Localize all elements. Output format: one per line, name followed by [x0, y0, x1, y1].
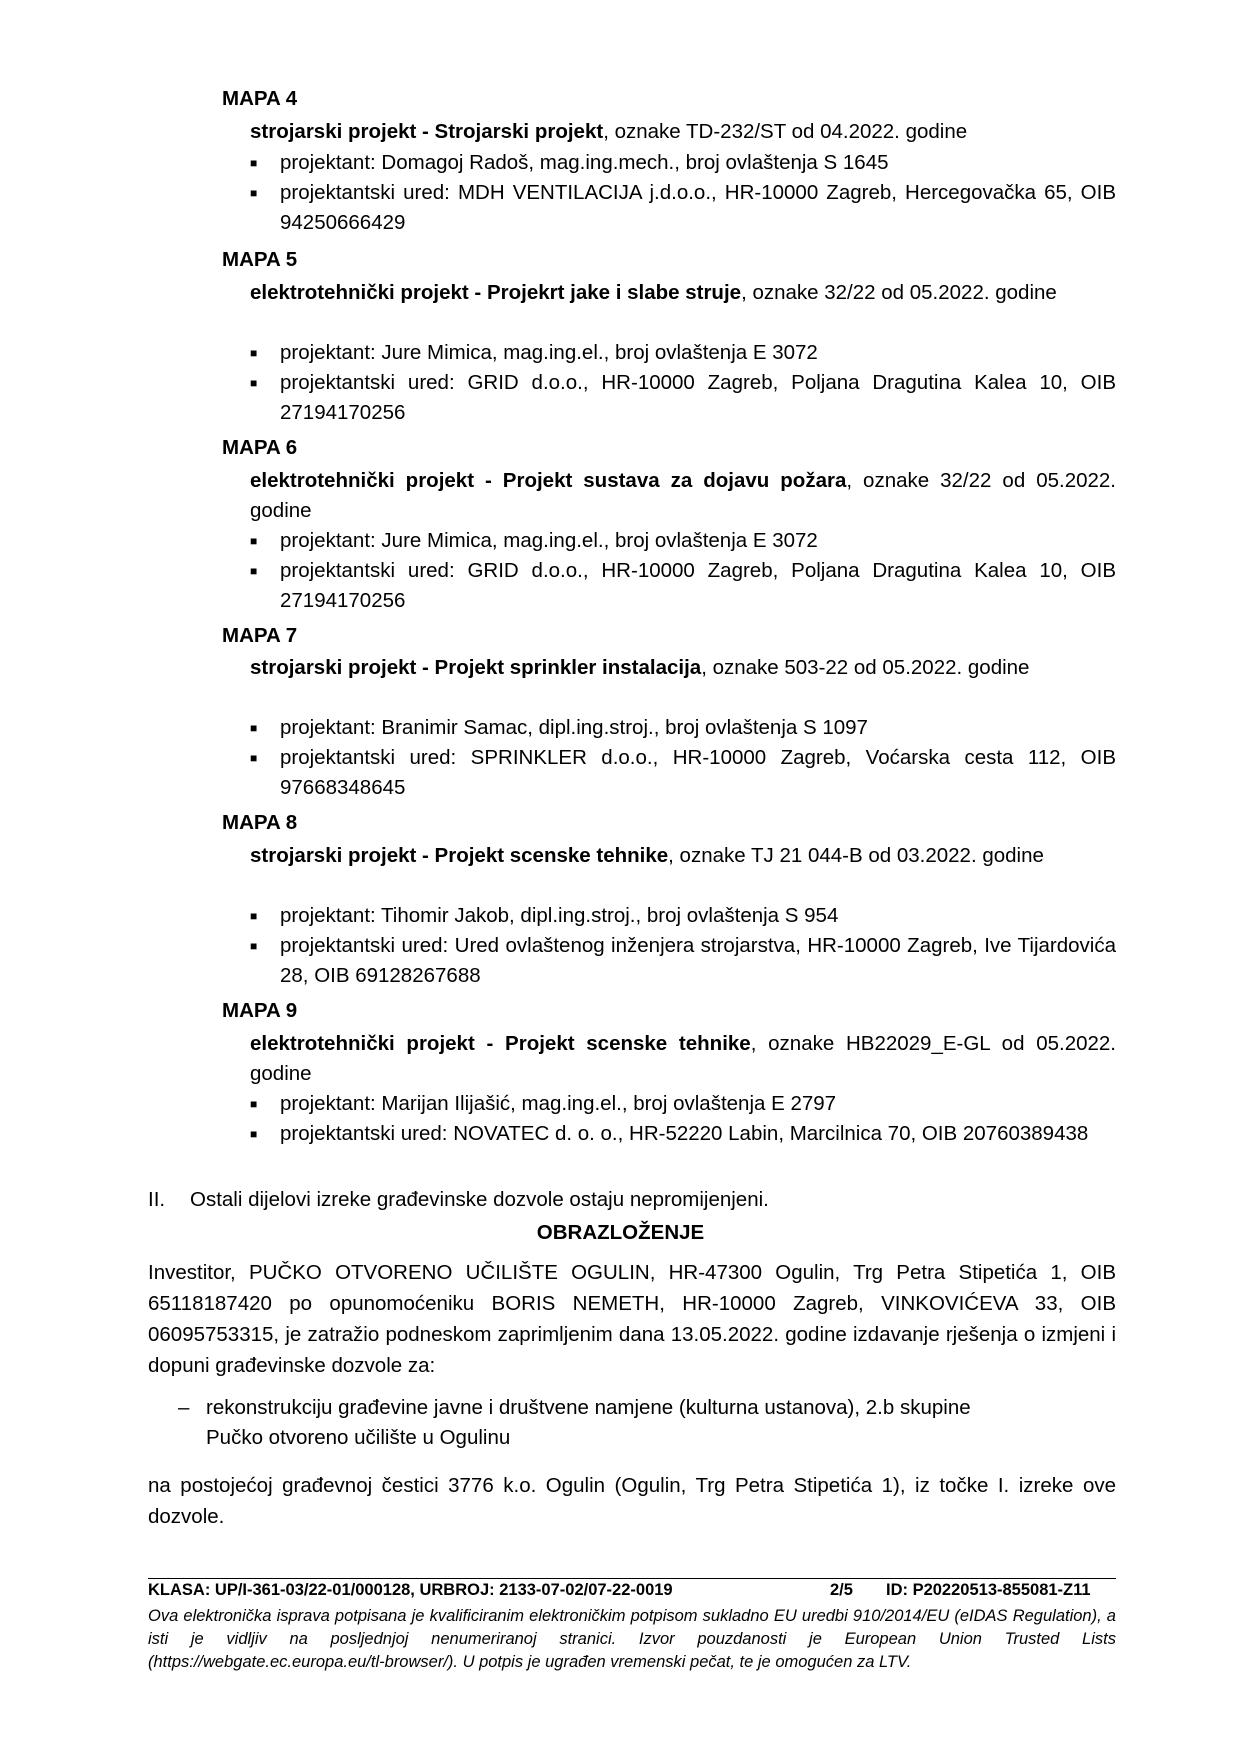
list-item: ■ projektantski ured: MDH VENTILACIJA j.d.o.o., HR-10000 Zagreb, Hercegovačka 65, OIB 94250666429	[250, 181, 1116, 234]
list-item: ■ projektantski ured: GRID d.o.o., HR-10000 Zagreb, Poljana Dragutina Kalea 10, OIB 27194170256	[250, 371, 1116, 424]
section-heading: OBRAZLOŽENJE	[536, 1221, 705, 1244]
dash-mark: –	[178, 1396, 190, 1419]
list-item: ■ projektantski ured: Ured ovlaštenog inženjera strojarstva, HR-10000 Zagreb, Ive Tijardovića 28, OIB 69128267688	[250, 934, 1116, 987]
list-item: ■ projektantski ured: SPRINKLER d.o.o., HR-10000 Zagreb, Voćarska cesta 112, OIB 97668348645	[250, 746, 1116, 799]
list-item: ■ projektant: Tihomir Jakob, dipl.ing.stroj., broj ovlaštenja S 954	[250, 904, 839, 927]
section-ii	[148, 1185, 1128, 1215]
project-title: elektrotehnički projekt - Projekrt jake i slabe struje, oznake 32/22 od 05.2022. godine	[250, 281, 1057, 304]
map-label: MAPA 5	[222, 248, 298, 271]
map-label: MAPA 8	[222, 811, 298, 834]
page-number: 2/5	[830, 1581, 853, 1599]
map-label: MAPA 6	[222, 436, 298, 459]
list-item: ■ projektant: Branimir Samac, dipl.ing.stroj., broj ovlaštenja S 1097	[250, 716, 868, 739]
footer-klasa: KLASA: UP/I-361-03/22-01/000128, URBROJ: 2133-07-02/07-22-0019	[148, 1581, 673, 1599]
project-title: strojarski projekt - Projekt sprinkler instalacija, oznake 503-22 od 05.2022. godine	[250, 656, 1030, 679]
map-label: MAPA 7	[222, 624, 298, 647]
list-item: ■ projektantski ured: NOVATEC d. o. o., HR-52220 Labin, Marcilnica 70, OIB 20760389438	[250, 1122, 1089, 1145]
list-item: ■ projektant: Jure Mimica, mag.ing.el., broj ovlaštenja E 3072	[250, 341, 818, 364]
section-text: Ostali dijelovi izreke građevinske dozvole ostaju nepromijenjeni.	[190, 1188, 769, 1211]
project-title: strojarski projekt - Projekt scenske tehnike, oznake TJ 21 044-B od 03.2022. godine	[250, 844, 1044, 867]
map-label: MAPA 9	[222, 999, 298, 1022]
dash-line-1: rekonstrukciju građevine javne i društvene namjene (kulturna ustanova), 2.b skupine	[206, 1396, 971, 1419]
signature-note: Ova elektronička isprava potpisana je kvalificiranim elektroničkim potpisom sukladno EU uredbi 910/2014/EU (eIDAS Regulation), a isti je vidljiv na posljednjoj nenumeriranoj stranici. Izvor pouzdanosti je European Union Trusted Lists (https://webgate.ec.europa.eu/tl-browser/). U potpis je ugrađen vremenski pečat, te je omogućen za LTV.	[148, 1607, 1116, 1671]
paragraph: na postojećoj građevnoj čestici 3776 k.o. Ogulin (Ogulin, Trg Petra Stipetića 1), iz točke I. izreke ove dozvole.	[148, 1474, 1116, 1528]
footer-reference	[148, 1579, 1116, 1601]
dash-list-item	[178, 1393, 1048, 1449]
map-label: MAPA 4	[222, 87, 298, 110]
list-item: ■ projektant: Jure Mimica, mag.ing.el., broj ovlaštenja E 3072	[250, 529, 818, 552]
dash-line-2: Pučko otvoreno učilište u Ogulinu	[206, 1426, 511, 1449]
list-item: ■ projektant: Marijan Ilijašić, mag.ing.el., broj ovlaštenja E 2797	[250, 1092, 837, 1115]
project-title: strojarski projekt - Strojarski projekt, oznake TD-232/ST od 04.2022. godine	[250, 120, 968, 143]
list-item: ■ projektant: Domagoj Radoš, mag.ing.mech., broj ovlaštenja S 1645	[250, 151, 889, 174]
paragraph: Investitor, PUČKO OTVORENO UČILIŠTE OGULIN, HR-47300 Ogulin, Trg Petra Stipetića 1, OIB 65118187420 po opunomoćeniku BORIS NEMETH, HR-10000 Zagreb, VINKOVIĆEVA 33, OIB 06095753315, je zatražio podneskom zaprimljenim dana 13.05.2022. godine izdavanje rješenja o izmjeni i dopuni građevinske dozvole za:	[148, 1261, 1116, 1377]
project-title: elektrotehnički projekt - Projekt scenske tehnike, oznake HB22029_E-GL od 05.2022. godine	[250, 1032, 1117, 1085]
project-title: elektrotehnički projekt - Projekt sustava za dojavu požara, oznake 32/22 od 05.2022. godine	[250, 469, 1116, 522]
section-numeral: II.	[148, 1188, 166, 1211]
document-id: ID: P20220513-855081-Z11	[886, 1581, 1091, 1599]
list-item: ■ projektantski ured: GRID d.o.o., HR-10000 Zagreb, Poljana Dragutina Kalea 10, OIB 27194170256	[250, 559, 1116, 612]
